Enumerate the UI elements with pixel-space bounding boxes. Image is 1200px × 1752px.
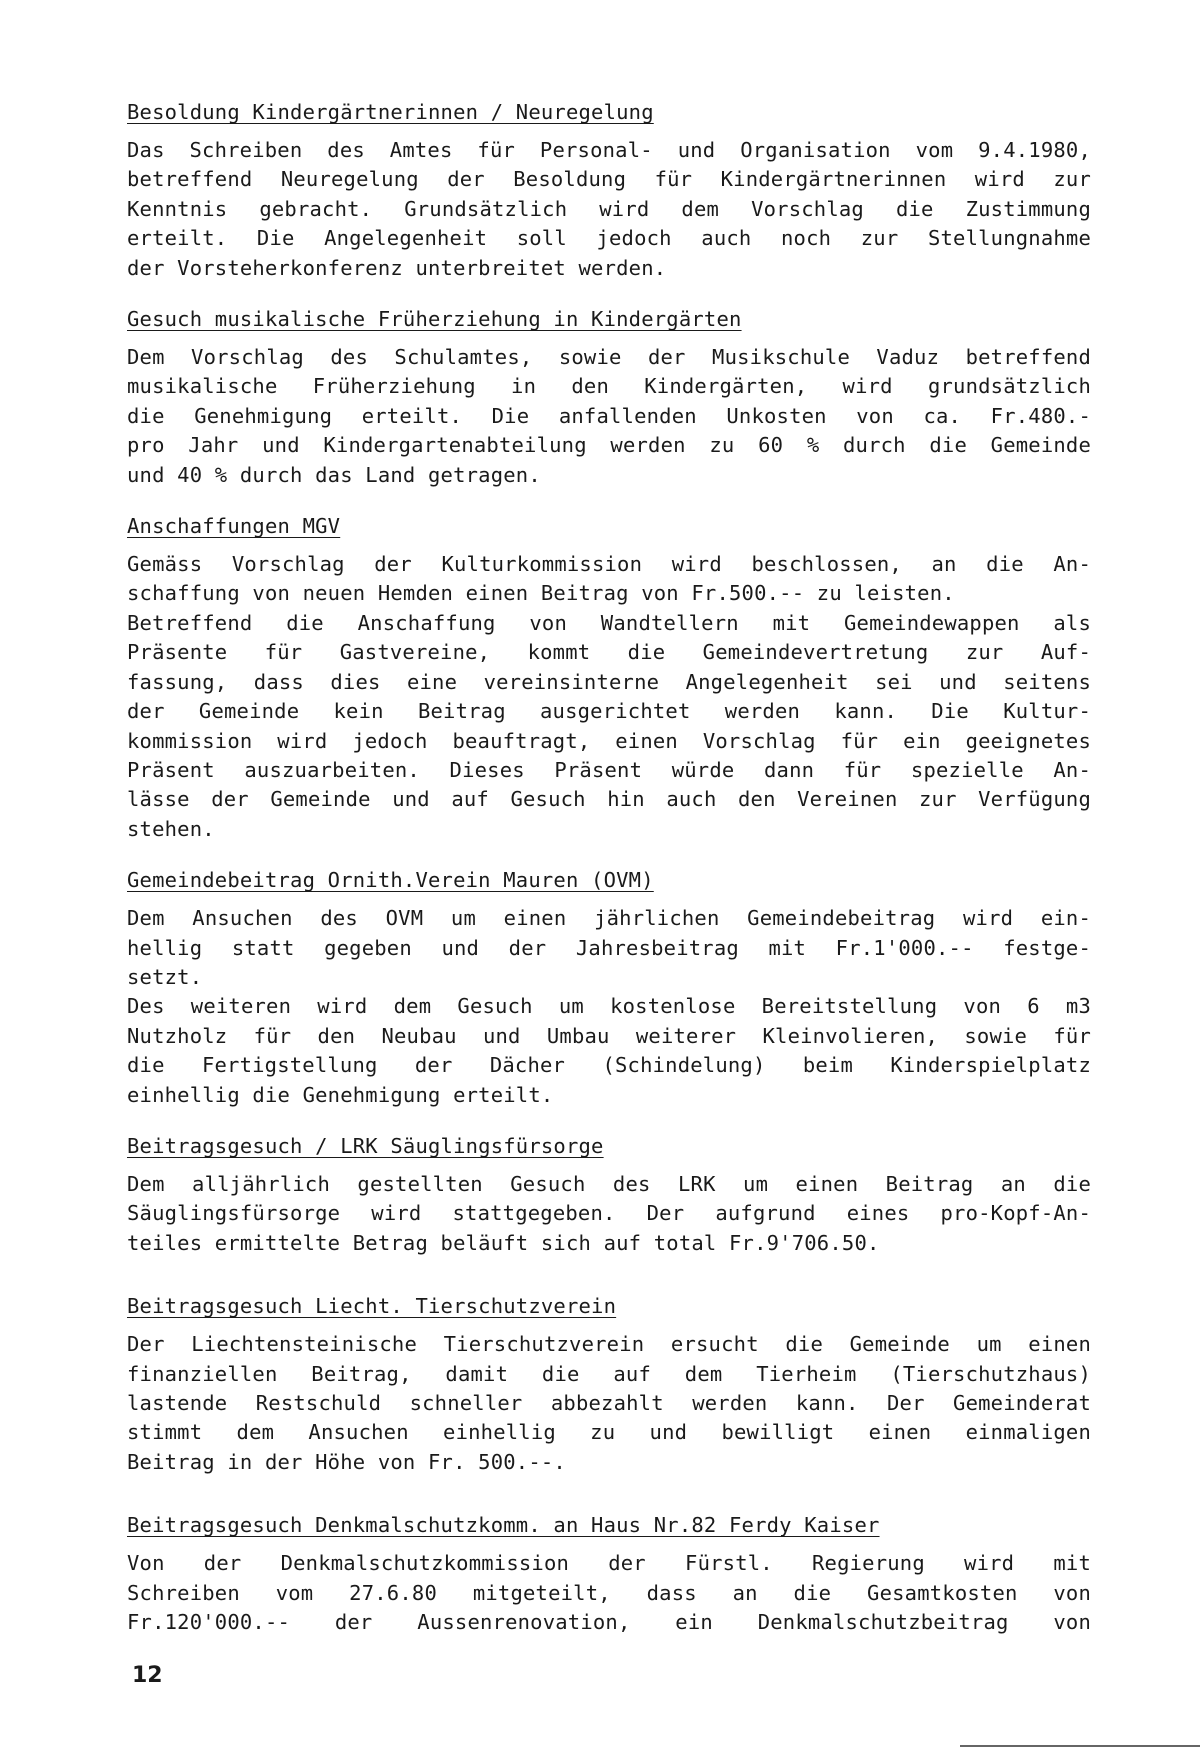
section-lrk-saeuglingsfuersorge xyxy=(127,1132,1091,1258)
text-line: pro Jahr und Kindergartenabteilung werden zu 60 % durch die Gemeinde xyxy=(127,433,1091,458)
text-line: Das Schreiben des Amtes für Personal- und Organisation vom 9.4.1980, xyxy=(127,138,1091,162)
section-heading: Beitragsgesuch Denkmalschutzkomm. an Haus Nr.82 Ferdy Kaiser xyxy=(127,1513,880,1538)
text-line: Beitrag in der Höhe von Fr. 500.--. xyxy=(127,1449,566,1474)
text-line: die Fertigstellung der Dächer (Schindelung) beim Kinderspielplatz xyxy=(127,1053,1091,1078)
text-line: einhellig die Genehmigung erteilt. xyxy=(127,1082,554,1107)
text-line: Fr.120'000.-- der Aussenrenovation, ein Denkmalschutzbeitrag von xyxy=(127,1610,1091,1635)
section-paragraph xyxy=(127,904,1091,1110)
section-heading: Besoldung Kindergärtnerinnen / Neuregelung xyxy=(127,100,654,124)
section-heading: Beitragsgesuch Liecht. Tierschutzverein xyxy=(127,1294,617,1319)
section-paragraph xyxy=(127,1549,1091,1637)
text-line: Nutzholz für den Neubau und Umbau weiterer Kleinvolieren, sowie für xyxy=(127,1023,1091,1048)
text-line: betreffend Neuregelung der Besoldung für Kindergärtnerinnen wird zur xyxy=(127,167,1091,192)
text-line: die Genehmigung erteilt. Die anfallenden Unkosten von ca. Fr.480.- xyxy=(127,403,1091,428)
text-line: Kenntnis gebracht. Grundsätzlich wird dem Vorschlag die Zustimmung xyxy=(127,196,1091,221)
scan-edge-line xyxy=(960,1745,1200,1747)
text-line: Dem Ansuchen des OVM um einen jährlichen Gemeindebeitrag wird ein- xyxy=(127,906,1091,931)
text-line: fassung, dass dies eine vereinsinterne Angelegenheit sei und seitens xyxy=(127,669,1091,694)
text-line: setzt. xyxy=(127,964,203,989)
section-musikalische-frueherziehung xyxy=(127,305,1091,490)
section-paragraph xyxy=(127,343,1091,490)
section-heading: Gesuch musikalische Früherziehung in Kindergärten xyxy=(127,307,742,332)
text-line: stimmt dem Ansuchen einhellig zu und bewilligt einen einmaligen xyxy=(127,1420,1091,1445)
section-tierschutzverein xyxy=(127,1292,1091,1477)
text-line: Schreiben vom 27.6.80 mitgeteilt, dass an die Gesamtkosten von xyxy=(127,1580,1091,1605)
text-line: finanziellen Beitrag, damit die auf dem Tierheim (Tierschutzhaus) xyxy=(127,1361,1091,1386)
text-line: Dem alljährlich gestellten Gesuch des LRK um einen Beitrag an die xyxy=(127,1171,1091,1196)
text-line: teiles ermittelte Betrag beläuft sich auf total Fr.9'706.50. xyxy=(127,1230,880,1255)
document-content xyxy=(127,98,1091,1637)
text-line: lastende Restschuld schneller abbezahlt werden kann. Der Gemeinderat xyxy=(127,1391,1091,1415)
text-line: Der Liechtensteinische Tierschutzverein ersucht die Gemeinde um einen xyxy=(127,1332,1091,1357)
text-line: Präsent auszuarbeiten. Dieses Präsent würde dann für spezielle An- xyxy=(127,757,1091,782)
section-paragraph xyxy=(127,1170,1091,1258)
text-line: hellig statt gegeben und der Jahresbeitrag mit Fr.1'000.-- festge- xyxy=(127,935,1091,960)
section-ornith-verein xyxy=(127,866,1091,1110)
text-line: Des weiteren wird dem Gesuch um kostenlose Bereitstellung von 6 m3 xyxy=(127,994,1091,1019)
text-line: erteilt. Die Angelegenheit soll jedoch auch noch zur Stellungnahme xyxy=(127,226,1091,251)
text-line: Betreffend die Anschaffung von Wandtellern mit Gemeindewappen als xyxy=(127,610,1091,635)
text-line: lässe der Gemeinde und auf Gesuch hin auch den Vereinen zur Verfügung xyxy=(127,787,1091,812)
text-line: Von der Denkmalschutzkommission der Fürstl. Regierung wird mit xyxy=(127,1551,1091,1576)
section-heading: Anschaffungen MGV xyxy=(127,514,341,539)
section-besoldung xyxy=(127,98,1091,283)
text-line: der Gemeinde kein Beitrag ausgerichtet werden kann. Die Kultur- xyxy=(127,699,1091,724)
text-line: Dem Vorschlag des Schulamtes, sowie der Musikschule Vaduz betreffend xyxy=(127,345,1091,370)
text-line: stehen. xyxy=(127,816,215,841)
text-line: Gemäss Vorschlag der Kulturkommission wird beschlossen, an die An- xyxy=(127,552,1091,577)
section-anschaffungen-mgv xyxy=(127,512,1091,844)
text-line: kommission wird jedoch beauftragt, einen Vorschlag für ein geeignetes xyxy=(127,728,1091,753)
text-line: musikalische Früherziehung in den Kindergärten, wird grundsätzlich xyxy=(127,374,1091,399)
section-paragraph xyxy=(127,550,1091,844)
section-paragraph xyxy=(127,1330,1091,1477)
text-line: Säuglingsfürsorge wird stattgegeben. Der aufgrund eines pro-Kopf-An- xyxy=(127,1201,1091,1226)
section-denkmalschutz xyxy=(127,1511,1091,1637)
section-heading: Beitragsgesuch / LRK Säuglingsfürsorge xyxy=(127,1133,604,1158)
section-paragraph xyxy=(127,136,1091,283)
section-heading: Gemeindebeitrag Ornith.Verein Mauren (OVM) xyxy=(127,868,654,893)
text-line: schaffung von neuen Hemden einen Beitrag von Fr.500.-- zu leisten. xyxy=(127,581,955,606)
text-line: der Vorsteherkonferenz unterbreitet werden. xyxy=(127,255,667,280)
text-line: und 40 % durch das Land getragen. xyxy=(127,462,541,487)
text-line: Präsente für Gastvereine, kommt die Gemeindevertretung zur Auf- xyxy=(127,640,1091,665)
page-number: 12 xyxy=(132,1663,163,1688)
